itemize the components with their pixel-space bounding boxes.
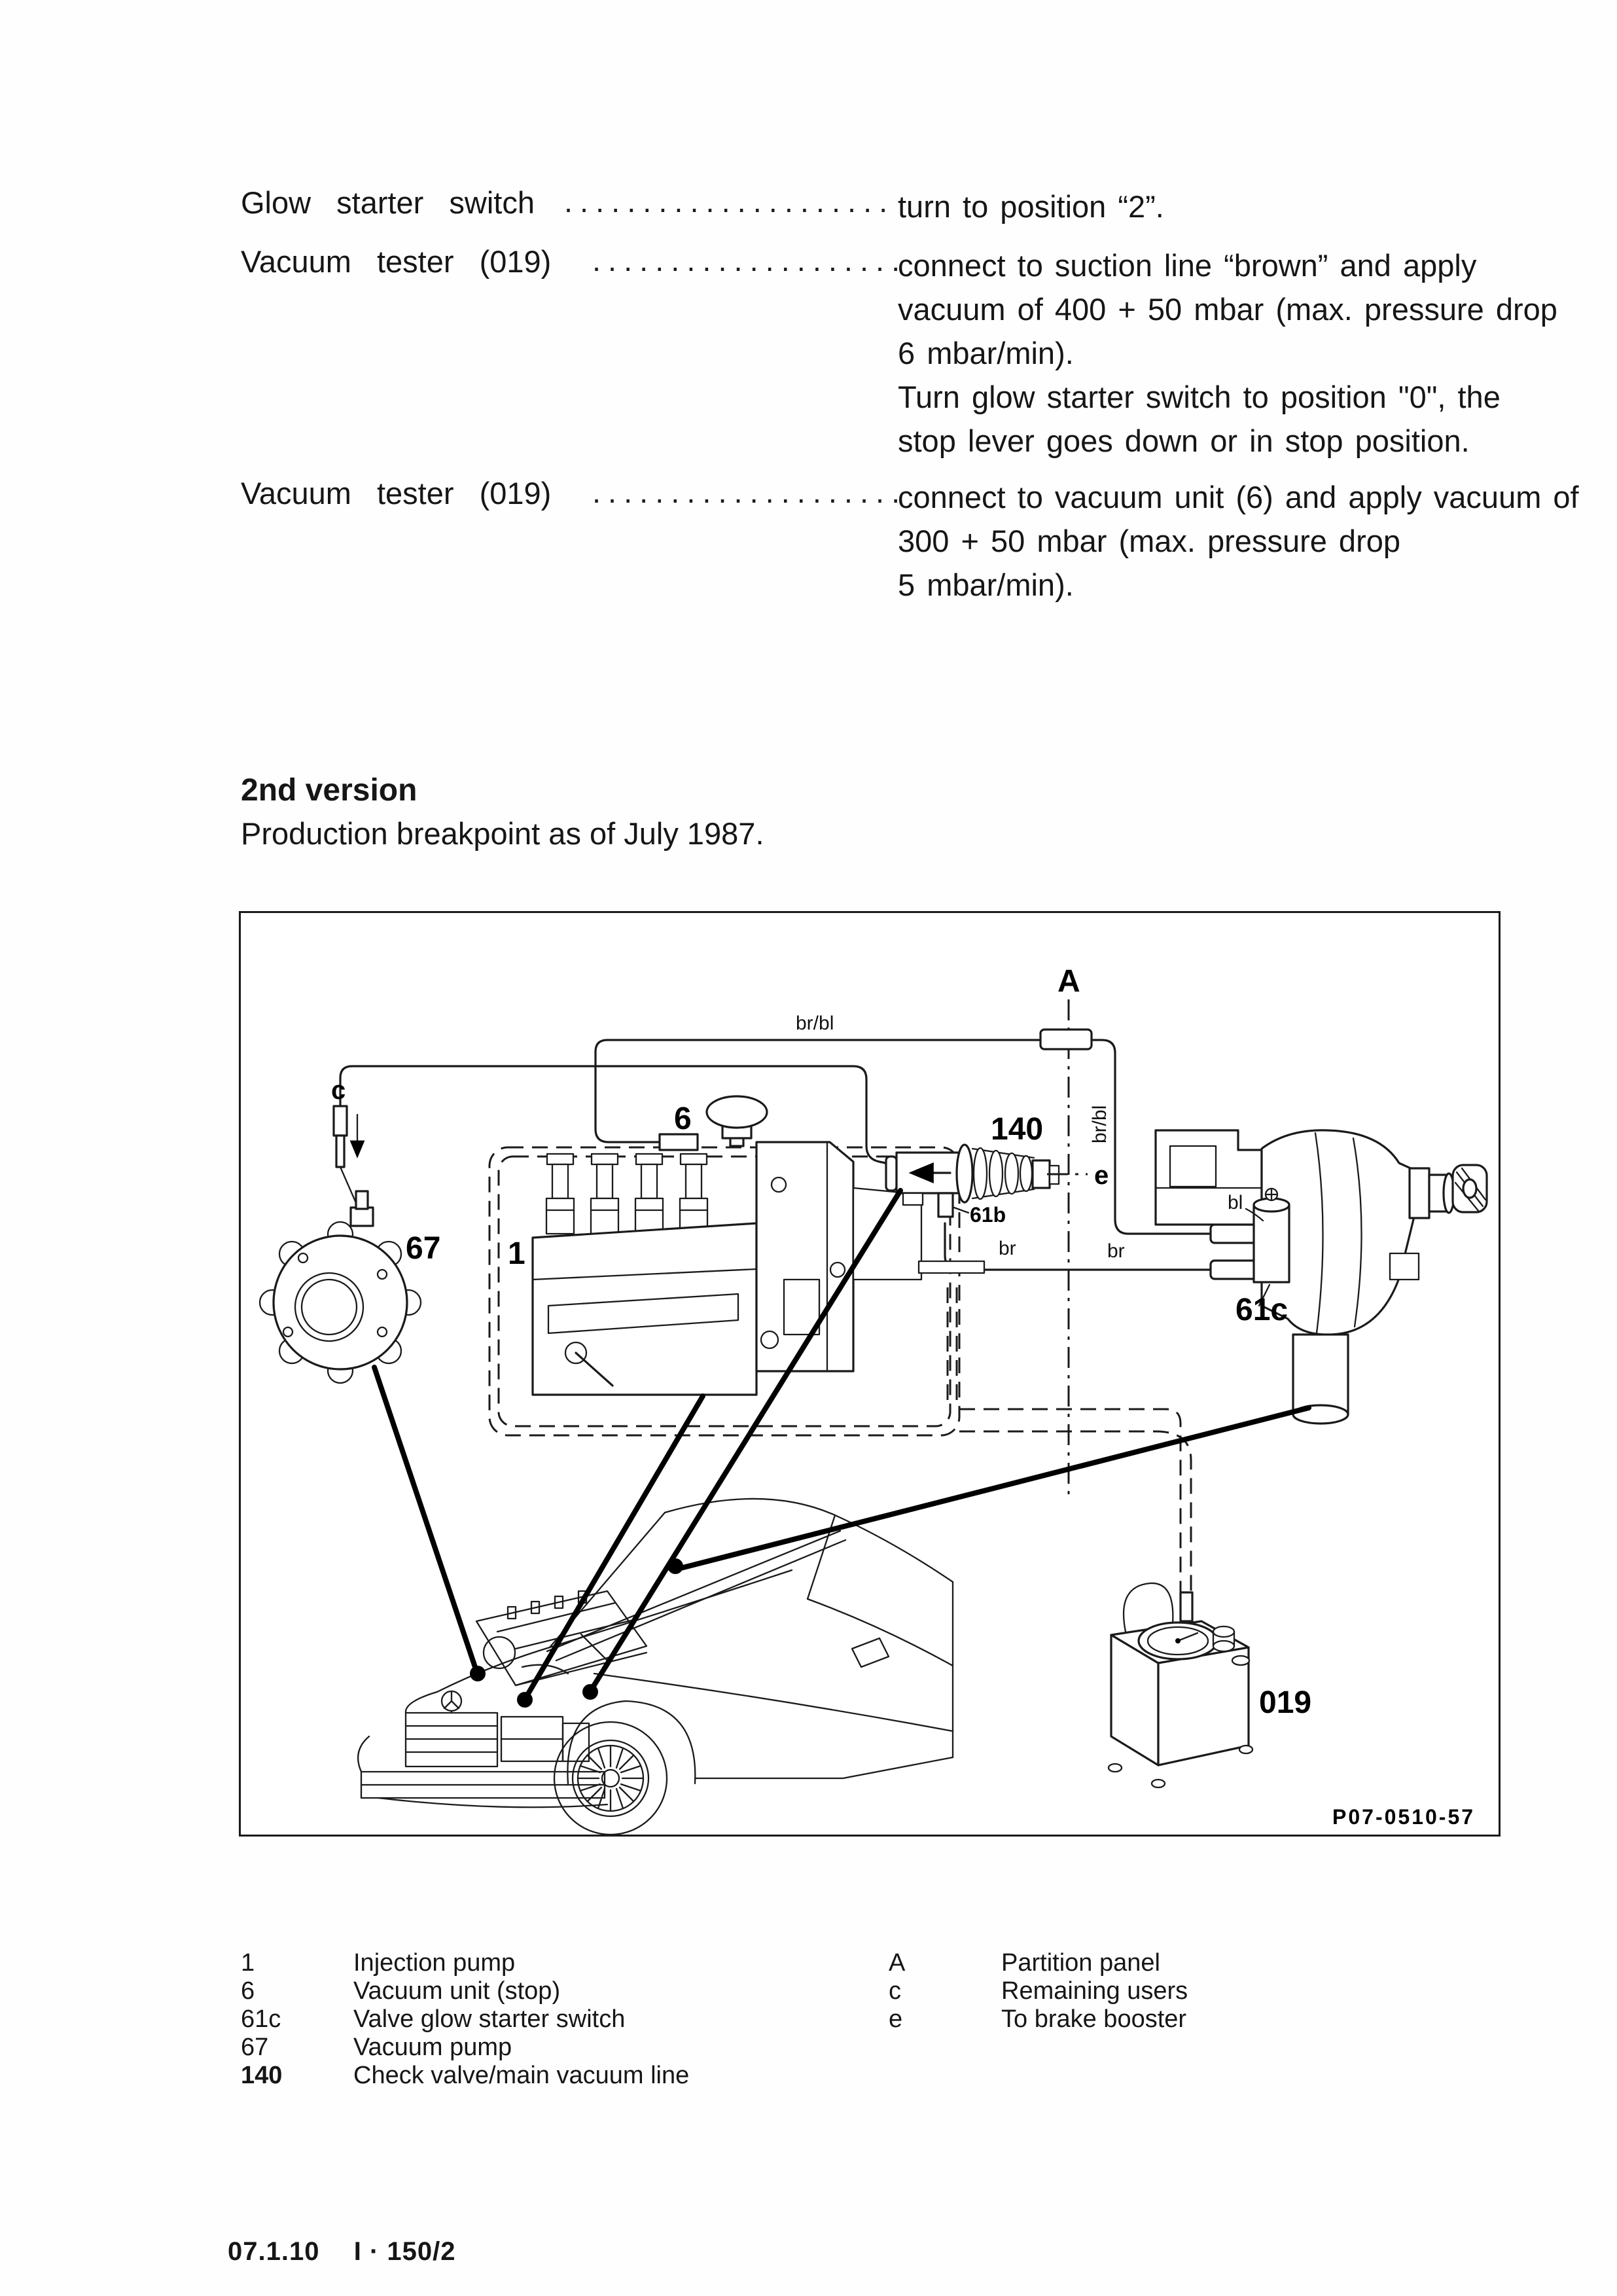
result-line: vacuum of 400 + 50 mbar (max. pressure drop (898, 292, 1557, 327)
procedure-item-label: Glow starter switch (241, 185, 535, 220)
result-line: turn to position “2”. (898, 189, 1164, 224)
procedure-item-result (898, 475, 1579, 607)
wheel-spokes (578, 1746, 643, 1811)
legend-code: 140 (241, 2062, 283, 2089)
vacuum-system-diagram (241, 913, 1499, 1835)
legend-code: 67 (241, 2034, 269, 2061)
label-br-left: br (999, 1238, 1016, 1259)
vacuum-tester-019-drawing (1109, 1583, 1253, 1787)
result-line: connect to suction line “brown” and apply (898, 248, 1477, 283)
section-note: Production breakpoint as of July 1987. (241, 816, 764, 851)
label-bl: bl (1228, 1192, 1243, 1213)
label-61c: 61c (1235, 1293, 1288, 1327)
dotted-leader: ..................... (564, 184, 895, 219)
procedure-item-label: Vacuum tester (019) (241, 476, 552, 511)
legend-desc: Vacuum pump (353, 2034, 512, 2061)
legend-code: e (889, 2005, 903, 2033)
result-line: connect to vacuum unit (6) and apply vacuum of (898, 480, 1579, 514)
legend-desc: Remaining users (1001, 1977, 1188, 2005)
glow-starter-switch-61c-drawing (1156, 1130, 1487, 1424)
legend-desc: To brake booster (1001, 2005, 1187, 2033)
dotted-leader: .................... (592, 243, 908, 278)
label-br-right: br (1107, 1240, 1125, 1262)
result-line: 5 mbar/min). (898, 567, 1074, 602)
label-c: c (331, 1076, 346, 1105)
label-019: 019 (1259, 1685, 1312, 1720)
label-A: A (1057, 964, 1080, 999)
legend-desc: Valve glow starter switch (353, 2005, 626, 2033)
legend-code: 61c (241, 2005, 281, 2033)
label-e: e (1094, 1161, 1109, 1190)
car-drawing (358, 1499, 953, 1835)
label-1: 1 (508, 1236, 525, 1271)
figure-frame (239, 911, 1501, 1837)
footer-page-ref: I · 150/2 (353, 2237, 456, 2266)
legend-desc: Partition panel (1001, 1949, 1160, 1977)
result-line: stop lever goes down or in stop position. (898, 423, 1470, 458)
procedure-item-result (898, 243, 1557, 463)
vacuum-pump-67-drawing (260, 1191, 421, 1383)
result-line: 300 + 50 mbar (max. pressure drop (898, 524, 1401, 558)
legend-code: A (889, 1949, 906, 1977)
label-61b: 61b (970, 1203, 1006, 1227)
result-line: Turn glow starter switch to position "0", the (898, 380, 1501, 414)
label-6: 6 (674, 1102, 692, 1136)
label-br-bl-side: br/bl (1089, 1105, 1111, 1143)
result-line: 6 mbar/min). (898, 336, 1074, 370)
legend-desc: Injection pump (353, 1949, 516, 1977)
page-footer (228, 2237, 455, 2267)
section-heading: 2nd version (241, 773, 418, 808)
label-140: 140 (991, 1112, 1044, 1147)
label-br-bl-top: br/bl (796, 1013, 834, 1034)
legend-code: 6 (241, 1977, 255, 2005)
dotted-leader: .................... (592, 475, 908, 509)
legend-desc: Check valve/main vacuum line (353, 2062, 690, 2089)
procedure-item-label: Vacuum tester (019) (241, 244, 552, 279)
legend-code: 1 (241, 1949, 255, 1977)
ignition-key-drawing (1453, 1165, 1487, 1212)
procedure-item-result (898, 185, 1552, 228)
footer-section-code: 07.1.10 (228, 2237, 320, 2266)
legend-code: c (889, 1977, 901, 2005)
remaining-users-connector (334, 1106, 359, 1209)
legend-desc: Vacuum unit (stop) (353, 1977, 561, 2005)
label-67: 67 (406, 1231, 441, 1266)
figure-code: P07-0510-57 (1332, 1805, 1476, 1829)
